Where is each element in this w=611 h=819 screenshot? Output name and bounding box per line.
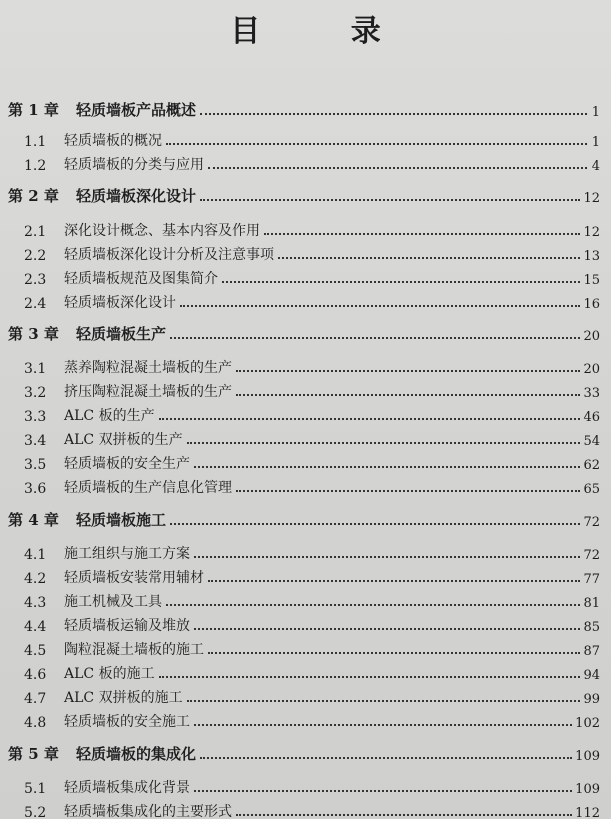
entry-title: ALC 板的施工: [64, 666, 155, 682]
dot-leader: [170, 522, 580, 525]
toc-chapter-entry[interactable]: [0, 506, 600, 530]
entry-title: 轻质墙板运输及堆放: [64, 618, 190, 634]
entry-number: 第 1 章: [8, 101, 59, 119]
entry-number: 3.6: [24, 481, 47, 497]
dot-leader: [200, 756, 572, 759]
toc-section-entry[interactable]: [0, 473, 600, 497]
toc-section-entry[interactable]: [0, 707, 600, 731]
dot-leader: [278, 256, 580, 259]
entry-number: 4.6: [24, 667, 47, 683]
entry-title: 轻质墙板生产: [76, 325, 167, 343]
entry-title: ALC 双拼板的施工: [64, 690, 183, 706]
entry-page-number: 65: [583, 482, 600, 497]
entry-number: 2.3: [24, 272, 47, 288]
entry-number: 第 4 章: [8, 511, 59, 529]
entry-page-number: 12: [583, 191, 600, 206]
toc-section-entry[interactable]: [0, 353, 600, 377]
toc-chapter-entry[interactable]: [0, 182, 600, 206]
dot-leader: [194, 789, 572, 792]
dot-leader: [159, 675, 581, 678]
entry-page-number: 1: [591, 135, 600, 150]
entry-number: 3.5: [24, 457, 47, 473]
toc-title: 目 录: [230, 14, 421, 49]
toc-section-entry[interactable]: [0, 635, 600, 659]
toc-section-entry[interactable]: [0, 587, 600, 611]
entry-page-number: 15: [583, 273, 600, 288]
entry-title: 轻质墙板的安全施工: [64, 714, 190, 730]
entry-title: 轻质墙板的分类与应用: [64, 157, 204, 173]
toc-chapter-entry[interactable]: [0, 740, 600, 764]
entry-title: 轻质墙板深化设计: [76, 187, 197, 205]
toc-section-entry[interactable]: [0, 659, 600, 683]
entry-page-number: 94: [583, 668, 600, 683]
dot-leader: [194, 723, 572, 726]
entry-title: 轻质墙板施工: [76, 511, 167, 529]
entry-number: 第 3 章: [8, 325, 59, 343]
entry-title: 轻质墙板规范及图集简介: [64, 271, 218, 287]
entry-number: 3.4: [24, 433, 47, 449]
dot-leader: [236, 369, 580, 372]
entry-page-number: 12: [583, 225, 600, 240]
toc-section-entry[interactable]: [0, 539, 600, 563]
entry-page-number: 16: [583, 297, 600, 312]
entry-page-number: 72: [583, 548, 600, 563]
entry-title: 陶粒混凝土墙板的施工: [64, 642, 204, 658]
entry-page-number: 46: [583, 410, 600, 425]
entry-title: 施工组织与施工方案: [64, 546, 190, 562]
dot-leader: [180, 304, 580, 307]
toc-section-entry[interactable]: [0, 126, 600, 150]
toc-section-entry[interactable]: [0, 377, 600, 401]
dot-leader: [208, 166, 587, 169]
entry-page-number: 13: [583, 249, 600, 264]
toc-section-entry[interactable]: [0, 401, 600, 425]
entry-page-number: 109: [575, 782, 600, 797]
entry-number: 2.2: [24, 248, 47, 264]
dot-leader: [194, 627, 580, 630]
entry-title: 轻质墙板深化设计分析及注意事项: [64, 247, 274, 263]
entry-title: 轻质墙板安装常用辅材: [64, 570, 204, 586]
toc-section-entry[interactable]: [0, 797, 600, 819]
entry-title: 施工机械及工具: [64, 594, 162, 610]
entry-number: 3.3: [24, 409, 47, 425]
toc-section-entry[interactable]: [0, 216, 600, 240]
toc-section-entry[interactable]: [0, 150, 600, 174]
entry-title: 挤压陶粒混凝土墙板的生产: [64, 384, 232, 400]
dot-leader: [200, 198, 580, 201]
toc-section-entry[interactable]: [0, 683, 600, 707]
dot-leader: [166, 142, 587, 145]
entry-page-number: 54: [583, 434, 600, 449]
entry-page-number: 109: [575, 749, 600, 764]
entry-title: ALC 板的生产: [64, 408, 155, 424]
toc-section-entry[interactable]: [0, 563, 600, 587]
entry-page-number: 62: [583, 458, 600, 473]
entry-number: 4.2: [24, 571, 47, 587]
entry-number: 1.1: [24, 134, 47, 150]
toc-section-entry[interactable]: [0, 240, 600, 264]
entry-page-number: 87: [583, 644, 600, 659]
dot-leader: [208, 651, 580, 654]
entry-number: 1.2: [24, 158, 47, 174]
entry-number: 2.1: [24, 224, 47, 240]
toc-chapter-entry[interactable]: [0, 96, 600, 120]
dot-leader: [200, 112, 587, 115]
entry-title: 轻质墙板集成化背景: [64, 780, 190, 796]
entry-page-number: 20: [583, 329, 600, 344]
entry-page-number: 85: [583, 620, 600, 635]
toc-section-entry[interactable]: [0, 425, 600, 449]
entry-page-number: 102: [575, 716, 600, 731]
entry-number: 第 5 章: [8, 745, 59, 763]
entry-title: 轻质墙板的安全生产: [64, 456, 190, 472]
entry-page-number: 72: [583, 515, 600, 530]
entry-title: 轻质墙板的生产信息化管理: [64, 480, 232, 496]
dot-leader: [159, 417, 581, 420]
entry-page-number: 81: [583, 596, 600, 611]
toc-section-entry[interactable]: [0, 264, 600, 288]
entry-number: 4.4: [24, 619, 47, 635]
toc-section-entry[interactable]: [0, 288, 600, 312]
entry-page-number: 1: [591, 105, 600, 120]
entry-title: ALC 双拼板的生产: [64, 432, 183, 448]
dot-leader: [170, 336, 580, 339]
entry-number: 3.1: [24, 361, 47, 377]
toc-chapter-entry[interactable]: [0, 320, 600, 344]
entry-title: 轻质墙板的概况: [64, 133, 162, 149]
dot-leader: [236, 489, 580, 492]
toc-section-entry[interactable]: [0, 773, 600, 797]
entry-title: 深化设计概念、基本内容及作用: [64, 223, 260, 239]
entry-number: 5.1: [24, 781, 47, 797]
entry-page-number: 77: [583, 572, 600, 587]
entry-title: 轻质墙板的集成化: [76, 745, 197, 763]
entry-number: 5.2: [24, 805, 47, 819]
toc-section-entry[interactable]: [0, 611, 600, 635]
dot-leader: [236, 813, 572, 816]
dot-leader: [187, 699, 581, 702]
entry-number: 4.1: [24, 547, 47, 563]
entry-page-number: 20: [583, 362, 600, 377]
entry-page-number: 99: [583, 692, 600, 707]
dot-leader: [166, 603, 580, 606]
dot-leader: [222, 280, 580, 283]
entry-title: 蒸养陶粒混凝土墙板的生产: [64, 360, 232, 376]
entry-number: 4.3: [24, 595, 47, 611]
entry-number: 4.8: [24, 715, 47, 731]
dot-leader: [208, 579, 580, 582]
entry-number: 4.7: [24, 691, 47, 707]
entry-number: 4.5: [24, 643, 47, 659]
entry-page-number: 112: [575, 806, 600, 819]
dot-leader: [236, 393, 580, 396]
entry-title: 轻质墙板产品概述: [76, 101, 197, 119]
entry-title: 轻质墙板深化设计: [64, 295, 176, 311]
entry-number: 3.2: [24, 385, 47, 401]
dot-leader: [194, 465, 580, 468]
entry-page-number: 4: [591, 159, 600, 174]
toc-section-entry[interactable]: [0, 449, 600, 473]
dot-leader: [187, 441, 581, 444]
dot-leader: [264, 232, 580, 235]
entry-title: 轻质墙板集成化的主要形式: [64, 804, 232, 819]
entry-number: 2.4: [24, 296, 47, 312]
entry-number: 第 2 章: [8, 187, 59, 205]
entry-page-number: 33: [583, 386, 600, 401]
dot-leader: [194, 555, 580, 558]
